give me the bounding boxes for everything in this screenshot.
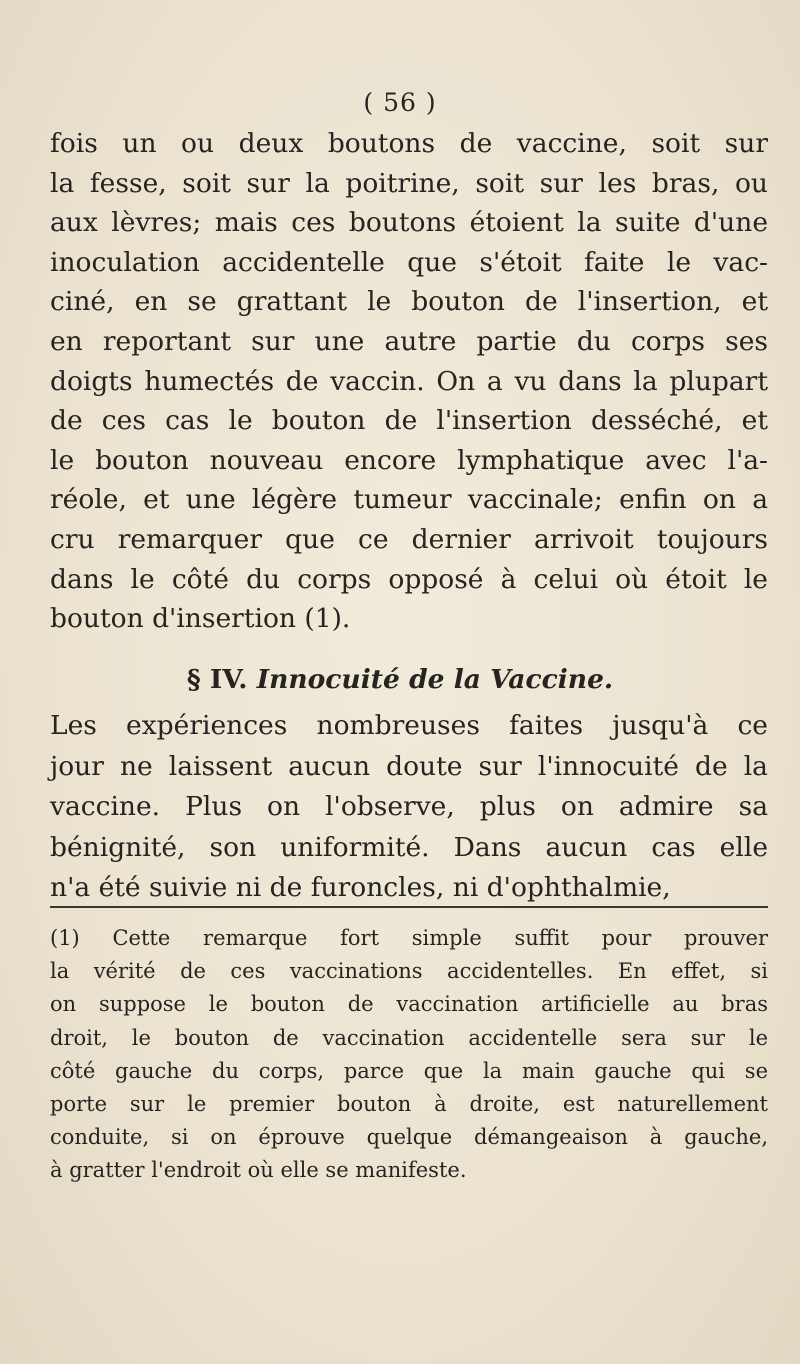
footnote-line: à gratter l'endroit où elle se manifeste. xyxy=(50,1158,467,1183)
footnote-line: droit, le bouton de vaccination accidentelle sera sur le xyxy=(50,1025,768,1050)
text-line: cru remarquer que ce dernier arrivoit toujours xyxy=(50,523,768,555)
section-title: Innocuité de la Vaccine. xyxy=(256,664,614,695)
text-line: doigts humectés de vaccin. On a vu dans la plupart xyxy=(50,365,768,397)
text-line: en reportant sur une autre partie du corps ses xyxy=(50,325,768,357)
footnote-divider xyxy=(50,906,768,908)
footnote-line: (1) Cette remarque fort simple suffit pour prouver xyxy=(50,926,768,950)
text-line: bénignité, son uniformité. Dans aucun cas elle xyxy=(50,831,768,863)
section-heading xyxy=(0,664,800,695)
paragraph-1 xyxy=(50,124,768,639)
text-line: Les expériences nombreuses faites jusqu'à ce xyxy=(50,710,768,741)
footnote-line: on suppose le bouton de vaccination artificielle au bras xyxy=(50,992,768,1017)
footnote xyxy=(50,922,768,1188)
text-line: inoculation accidentelle que s'étoit faite le vac- xyxy=(50,246,768,278)
text-line: réole, et une légère tumeur vaccinale; enfin on a xyxy=(50,484,768,516)
text-line: fois un ou deux boutons de vaccine, soit sur xyxy=(50,128,768,159)
paragraph-2 xyxy=(50,706,768,909)
text-line: le bouton nouveau encore lymphatique avec l'a- xyxy=(50,444,768,476)
page-number: ( 56 ) xyxy=(363,88,437,117)
text-line: dans le côté du corps opposé à celui où étoit le xyxy=(50,563,768,595)
text-line: n'a été suivie ni de furoncles, ni d'ophthalmie, xyxy=(50,872,671,903)
section-number: § IV. xyxy=(186,664,248,695)
text-line: jour ne laissent aucun doute sur l'innocuité de la xyxy=(50,750,768,782)
footnote-line: conduite, si on éprouve quelque démangeaison à gauche, xyxy=(50,1125,768,1150)
footnote-line: porte sur le premier bouton à droite, est naturellement xyxy=(50,1092,768,1117)
footnote-line: côté gauche du corps, parce que la main gauche qui se xyxy=(50,1058,768,1083)
text-line: vaccine. Plus on l'observe, plus on admire sa xyxy=(50,791,768,822)
text-line: ciné, en se grattant le bouton de l'insertion, et xyxy=(50,286,768,318)
text-line: bouton d'insertion (1). xyxy=(50,603,351,635)
text-line: la fesse, soit sur la poitrine, soit sur les bras, ou xyxy=(50,167,768,199)
footnote-line: la vérité de ces vaccinations accidentelles. En effet, si xyxy=(50,959,768,984)
text-line: de ces cas le bouton de l'insertion desséché, et xyxy=(50,405,768,437)
text-line: aux lèvres; mais ces boutons étoient la suite d'une xyxy=(50,207,768,239)
